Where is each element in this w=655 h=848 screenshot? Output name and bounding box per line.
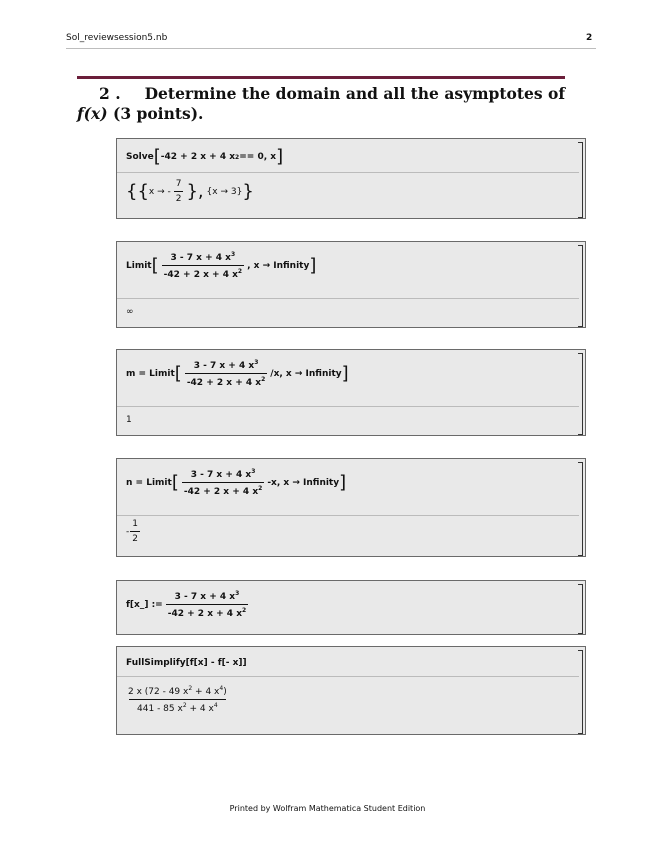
section-suffix: (3 points).: [112, 104, 204, 123]
cell-intercept[interactable]: [116, 458, 586, 557]
output-solve: [126, 179, 254, 204]
bracket-close: ]: [341, 362, 349, 384]
section-text: Determine the domain and all the asymptotes of: [144, 84, 566, 103]
output-den: 2: [130, 531, 140, 544]
output-intercept: [126, 519, 143, 544]
intercept-tail: -x, x → Infinity: [267, 477, 340, 488]
cell-limit[interactable]: [116, 241, 586, 328]
input-fullsimplify[interactable]: [126, 658, 247, 668]
intercept-numerator: 3 - 7 x + 4 $x^3$: [190, 468, 256, 480]
solve-tail: == 0, x: [239, 152, 277, 162]
define-numerator: 3 - 7 x + 4 $x^3$: [174, 590, 240, 602]
footer-text: Printed by Wolfram Mathematica Student Edition: [229, 804, 426, 813]
simplify-fraction: [126, 685, 229, 714]
bracket-open: [: [153, 146, 161, 167]
solve-expr: -42 + 2 x + 4 x: [160, 152, 236, 162]
limit-tail: , x → Infinity: [247, 260, 310, 271]
define-fraction: [166, 590, 248, 619]
section-function: f(x): [77, 104, 108, 123]
cmd-define: f[x_] :=: [126, 599, 163, 610]
solve-exp: 2: [235, 153, 240, 161]
cell-divider: [117, 406, 579, 407]
cell-divider: [117, 676, 579, 677]
cell-divider: [117, 172, 579, 173]
intercept-fraction: [182, 468, 264, 497]
fullsimplify-arg: [f[x] - f[- x]]: [185, 658, 247, 668]
header-title: Sol_reviewsession5.nb: [66, 33, 168, 43]
bracket-close: ]: [276, 146, 284, 167]
cell-bracket[interactable]: [578, 245, 583, 327]
simplify-denominator: 441 - 85 $x^2 + 4$ $x^4$: [129, 699, 226, 714]
slope-denominator: -42 + 2 x + 4 $x^2$: [185, 373, 267, 388]
cell-divider: [117, 515, 579, 516]
input-define-f[interactable]: [126, 590, 251, 619]
cell-fullsimplify[interactable]: [116, 646, 586, 735]
define-denominator: -42 + 2 x + 4 $x^2$: [166, 604, 248, 619]
input-limit[interactable]: [126, 251, 316, 280]
cell-bracket[interactable]: [578, 650, 583, 734]
cell-bracket[interactable]: [578, 142, 583, 218]
cmd-limit: Limit: [126, 260, 152, 271]
cell-divider: [117, 298, 579, 299]
cell-solve[interactable]: [116, 138, 586, 219]
bracket-close: ]: [339, 471, 347, 493]
brace-close: }: [242, 180, 254, 202]
limit-fraction: [162, 251, 244, 280]
header-rule: [66, 48, 596, 49]
cmd-fullsimplify: FullSimplify: [126, 658, 186, 668]
root-a-den: 2: [174, 191, 184, 204]
section-bar: [77, 76, 565, 79]
input-slope[interactable]: [126, 359, 349, 388]
cell-bracket[interactable]: [578, 462, 583, 556]
intercept-denominator: -42 + 2 x + 4 $x^2$: [182, 482, 264, 497]
input-solve[interactable]: [126, 148, 283, 166]
cmd-intercept: n = Limit: [126, 477, 172, 488]
bracket-open: [: [174, 362, 182, 384]
cell-define-f[interactable]: [116, 580, 586, 635]
slope-numerator: 3 - 7 x + 4 $x^3$: [193, 359, 259, 371]
slope-fraction: [185, 359, 267, 388]
output-limit: ∞: [126, 307, 134, 317]
cell-bracket[interactable]: [578, 584, 583, 634]
root-a-label: x → -: [148, 186, 171, 197]
cmd-solve: Solve: [126, 152, 154, 162]
cmd-slope: m = Limit: [126, 368, 175, 379]
brace-mid: },: [186, 180, 204, 202]
section-number: 2 .: [99, 84, 121, 103]
limit-denominator: -42 + 2 x + 4 $x^2$: [162, 265, 244, 280]
root-a-num: 7: [175, 179, 182, 189]
brace-open: {{: [126, 180, 149, 202]
output-num: 1: [132, 519, 138, 529]
output-fullsimplify: [126, 685, 232, 714]
cell-bracket[interactable]: [578, 353, 583, 435]
output-sign: -: [126, 526, 130, 537]
cell-slope[interactable]: [116, 349, 586, 436]
bracket-close: ]: [309, 254, 317, 276]
simplify-numerator: 2 x (72 - 49 $x^2 + 4$ $x^4$): [128, 685, 227, 697]
input-intercept[interactable]: [126, 468, 346, 497]
bracket-open: [: [151, 254, 159, 276]
section-heading: [77, 84, 565, 124]
root-b: {x → 3}: [206, 186, 243, 197]
root-a-fraction: [174, 179, 184, 204]
header-page-number: 2: [586, 33, 593, 43]
limit-numerator: 3 - 7 x + 4 $x^3$: [170, 251, 236, 263]
output-fraction: [130, 519, 140, 544]
bracket-open: [: [171, 471, 179, 493]
output-slope: 1: [126, 415, 132, 425]
slope-tail: /x, x → Infinity: [270, 368, 342, 379]
